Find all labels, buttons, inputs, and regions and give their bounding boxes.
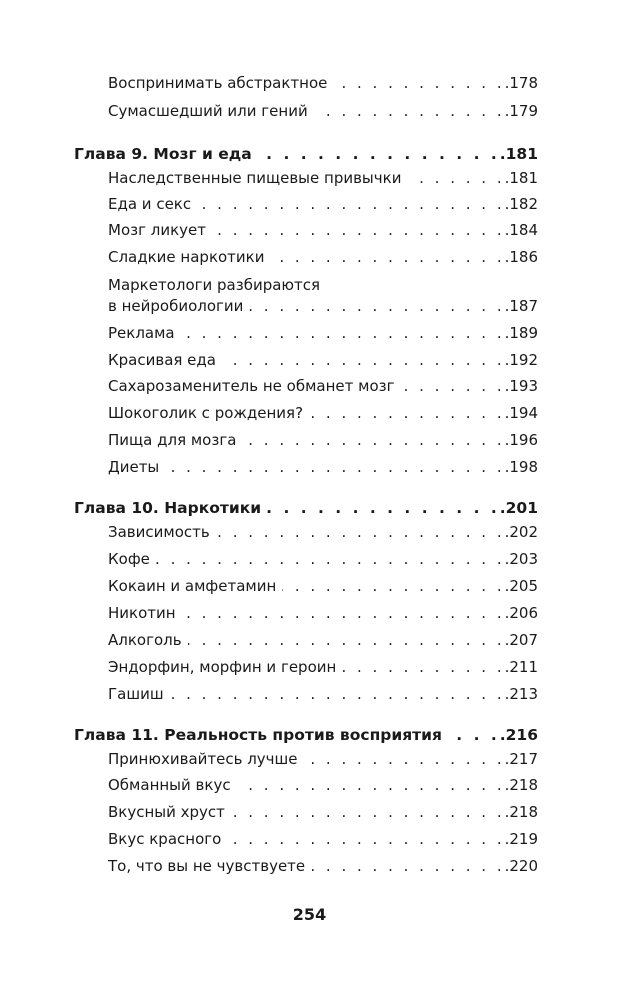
toc-entry-title: Сахарозаменитель не обманет мозг xyxy=(108,377,395,395)
toc-entry-page: .206 xyxy=(504,604,538,622)
toc-entry xyxy=(108,404,538,422)
toc-entry xyxy=(108,830,538,848)
toc-entry-title: Обманный вкус xyxy=(108,776,231,794)
toc-entry xyxy=(108,550,538,568)
toc-entry-title: в нейробиологии xyxy=(108,297,244,315)
toc-entry-title: Наследственные пищевые привычки xyxy=(108,169,402,187)
toc-entry xyxy=(108,351,538,369)
dot-leader xyxy=(222,351,505,369)
toc-entry-page: .213 xyxy=(504,685,538,703)
toc-entry-page: .178 xyxy=(504,74,538,92)
toc-entry xyxy=(108,750,538,768)
toc-entry xyxy=(108,324,538,342)
toc-entry-title: Реклама xyxy=(108,324,175,342)
toc-entry-page: .205 xyxy=(504,577,538,595)
toc-chapter xyxy=(74,726,538,744)
toc-entry-page: .184 xyxy=(504,221,538,239)
toc-entry xyxy=(108,297,538,315)
toc-entry-title: Никотин xyxy=(108,604,176,622)
toc-entry-page: .218 xyxy=(504,803,538,821)
toc-entry-page: .196 xyxy=(504,431,538,449)
toc-entry xyxy=(108,221,538,239)
toc-entry-title: Кокаин и амфетамин xyxy=(108,577,277,595)
toc-entry-title: Алкоголь xyxy=(108,631,182,649)
toc-entry xyxy=(108,685,538,703)
toc-entry-page: .186 xyxy=(504,248,538,266)
toc-chapter xyxy=(74,145,538,163)
toc-entry-title: Вкусный хруст xyxy=(108,803,225,821)
toc-entry xyxy=(108,74,538,92)
toc-entry-title-line1: Маркетологи разбираются xyxy=(108,276,321,294)
dot-leader xyxy=(197,195,504,213)
dot-leader xyxy=(165,458,504,476)
dot-leader xyxy=(314,102,505,120)
toc-entry-title: Пища для мозга xyxy=(108,431,237,449)
toc-entry xyxy=(108,577,538,595)
dot-leader xyxy=(282,577,504,595)
toc-chapter-title: Глава 11. Реальность против восприятия xyxy=(74,726,442,744)
toc-entry-page: .192 xyxy=(504,351,538,369)
toc-entry-page: .202 xyxy=(504,523,538,541)
toc-chapter-page: .201 xyxy=(499,499,538,517)
toc-entry xyxy=(108,195,538,213)
dot-leader xyxy=(237,776,505,794)
dot-leader xyxy=(311,857,504,875)
dot-leader xyxy=(342,658,504,676)
toc-entry xyxy=(108,658,538,676)
dot-leader xyxy=(181,324,505,342)
toc-entry-title: Воспринимать абстрактное xyxy=(108,74,328,92)
dot-leader xyxy=(333,74,504,92)
toc-entry xyxy=(108,248,538,266)
toc-chapter-page: .216 xyxy=(499,726,538,744)
toc-chapter-title: Глава 9. Мозг и еда xyxy=(74,145,252,163)
toc-entry-title: Диеты xyxy=(108,458,160,476)
toc-entry xyxy=(108,377,538,395)
toc-entry-title: Эндорфин, морфин и героин xyxy=(108,658,337,676)
toc-entry-page: .182 xyxy=(504,195,538,213)
toc-entry xyxy=(108,458,538,476)
page-number: 254 xyxy=(292,905,327,924)
toc-entry-page: .194 xyxy=(504,404,538,422)
dot-leader xyxy=(309,404,505,422)
dot-leader xyxy=(231,803,505,821)
dot-leader xyxy=(407,169,504,187)
toc-entry-title: Красивая еда xyxy=(108,351,216,369)
toc-entry-title: Сладкие наркотики xyxy=(108,248,265,266)
dot-leader xyxy=(212,221,505,239)
dot-leader xyxy=(401,377,505,395)
toc-entry xyxy=(108,102,538,120)
dot-leader xyxy=(448,726,500,744)
toc-entry-page: .193 xyxy=(504,377,538,395)
toc-entry-page: .217 xyxy=(504,750,538,768)
toc-entry-title: Сумасшедший или гений xyxy=(108,102,308,120)
toc-entry-page: .211 xyxy=(504,658,538,676)
toc-entry xyxy=(108,523,538,541)
dot-leader xyxy=(304,750,505,768)
dot-leader xyxy=(188,631,505,649)
toc-entry-page: .207 xyxy=(504,631,538,649)
toc-entry-page: .220 xyxy=(504,857,538,875)
dot-leader xyxy=(170,685,505,703)
toc-entry-page: .187 xyxy=(504,297,538,315)
toc-entry xyxy=(108,803,538,821)
toc-entry-page: .198 xyxy=(504,458,538,476)
toc-entry-title: Вкус красного xyxy=(108,830,222,848)
dot-leader xyxy=(182,604,505,622)
toc-entry xyxy=(108,631,538,649)
toc-entry xyxy=(108,431,538,449)
toc-chapter xyxy=(74,499,538,517)
toc-entry xyxy=(108,857,538,875)
dot-leader xyxy=(227,830,504,848)
toc-entry-page: .219 xyxy=(504,830,538,848)
toc-entry-page: .189 xyxy=(504,324,538,342)
toc-entry-title: То, что вы не чувствуете xyxy=(108,857,306,875)
toc-entry-page: .203 xyxy=(504,550,538,568)
toc-entry-title: Кофе xyxy=(108,550,150,568)
dot-leader xyxy=(216,523,505,541)
dot-leader xyxy=(156,550,505,568)
toc-entry-title: Мозг ликует xyxy=(108,221,206,239)
toc-entry-page: .179 xyxy=(504,102,538,120)
dot-leader xyxy=(267,499,500,517)
toc-entry-title: Еда и секс xyxy=(108,195,192,213)
toc-entry xyxy=(108,604,538,622)
toc-entry-page: .181 xyxy=(504,169,538,187)
toc-chapter-title: Глава 10. Наркотики xyxy=(74,499,262,517)
toc-entry-title: Гашиш xyxy=(108,685,164,703)
dot-leader xyxy=(249,297,504,315)
toc-entry-title: Принюхивайтесь лучше xyxy=(108,750,298,768)
toc-entry-page: .218 xyxy=(504,776,538,794)
dot-leader xyxy=(270,248,504,266)
toc-chapter-page: .181 xyxy=(499,145,538,163)
toc-entry xyxy=(108,776,538,794)
toc-entry-title: Зависимость xyxy=(108,523,210,541)
dot-leader xyxy=(242,431,504,449)
dot-leader xyxy=(258,145,500,163)
toc-entry xyxy=(108,169,538,187)
toc-entry-title: Шокоголик с рождения? xyxy=(108,404,304,422)
